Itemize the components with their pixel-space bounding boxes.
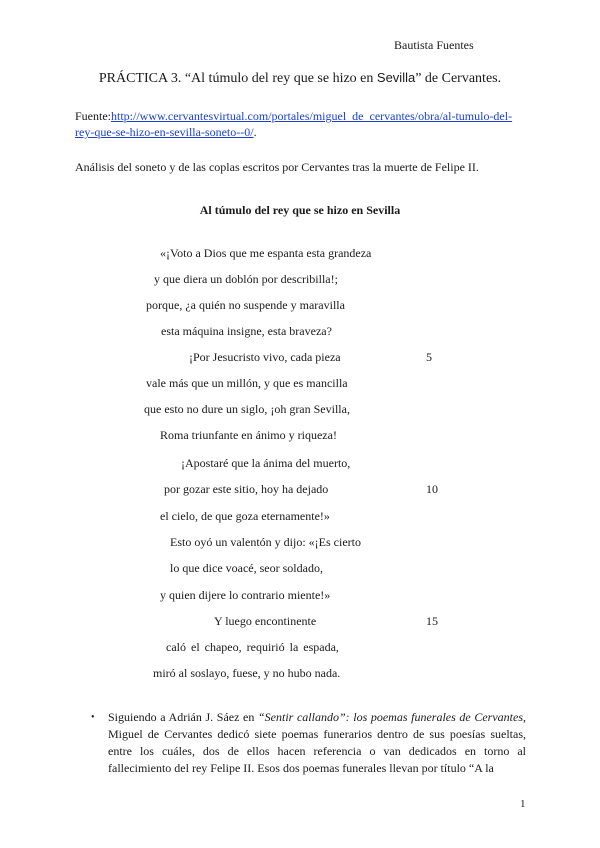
bullet-icon: • [91, 712, 95, 723]
verse-line: y que diera un doblón por describilla!; [154, 272, 338, 286]
source-link[interactable]: http://www.cervantesvirtual.com/portales/miguel_de_cervantes/obra/al-tumulo-del-rey-que-se-hizo-en-sevilla-soneto--0/ [75, 109, 513, 139]
verse-line: y quien dijere lo contrario miente!» [160, 588, 331, 602]
author-name: Bautista Fuentes [394, 38, 474, 52]
source-label: Fuente: [75, 109, 111, 123]
paragraph-lead: Siguiendo a Adrián J. Sáez en [108, 710, 258, 724]
verse-line: por gozar este sitio, hoy ha dejado [164, 482, 329, 496]
poem-title: Al túmulo del rey que se hizo en Sevilla [199, 203, 401, 217]
verse-line: Roma triunfante en ánimo y riqueza! [160, 428, 337, 442]
title-place: Sevilla [376, 70, 416, 85]
verse-line: Esto oyó un valentón y dijo: «¡Es cierto [170, 535, 361, 549]
verse-line: que esto no dure un siglo, ¡oh gran Sevilla, [144, 402, 350, 416]
page-number: 1 [520, 798, 526, 810]
verse-line: porque, ¿a quién no suspende y maravilla [146, 298, 345, 312]
verse-line: ¡Apostaré que la ánima del muerto, [181, 456, 351, 470]
verse-line: ¡Por Jesucristo vivo, cada pieza [189, 350, 341, 364]
source-line [75, 108, 525, 140]
page-title [0, 70, 600, 87]
paragraph-body: Miguel de Cervantes dedicó siete poemas funerarios dentro de sus poesías sueltas, entre los cuáles, dos de ellos hacen referencia o van dedicados en torno al fallecimiento del rey Felipe II. Esos dos poemas funerales llevan por título “A la [108, 727, 526, 775]
verse-line: «¡Voto a Dios que me espanta esta grandeza [160, 246, 372, 260]
body-paragraph [108, 709, 526, 777]
title-suffix: ” de Cervantes. [415, 71, 502, 86]
verse-line: lo que dice voacé, seor soldado, [170, 561, 323, 575]
source-trailing: . [253, 125, 257, 139]
cited-work: “Sentir callando”: los poemas funerales de Cervantes, [258, 710, 526, 724]
line-number: 10 [426, 482, 438, 496]
verse-line: caló el chapeo, requirió la espada, [166, 640, 339, 654]
analysis-intro: Análisis del soneto y de las coplas escritos por Cervantes tras la muerte de Felipe II. [75, 160, 479, 174]
line-number: 15 [426, 614, 438, 628]
title-prefix: PRÁCTICA 3. “Al túmulo del rey que se hizo en [98, 71, 377, 86]
verse-line: esta máquina insigne, esta braveza? [161, 324, 332, 338]
verse-line: el cielo, de que goza eternamente!» [160, 509, 330, 523]
verse-line: vale más que un millón, y que es mancilla [146, 376, 348, 390]
verse-line: miró al soslayo, fuese, y no hubo nada. [153, 666, 341, 680]
verse-line: Y luego encontinente [214, 614, 317, 628]
line-number: 5 [426, 350, 432, 364]
